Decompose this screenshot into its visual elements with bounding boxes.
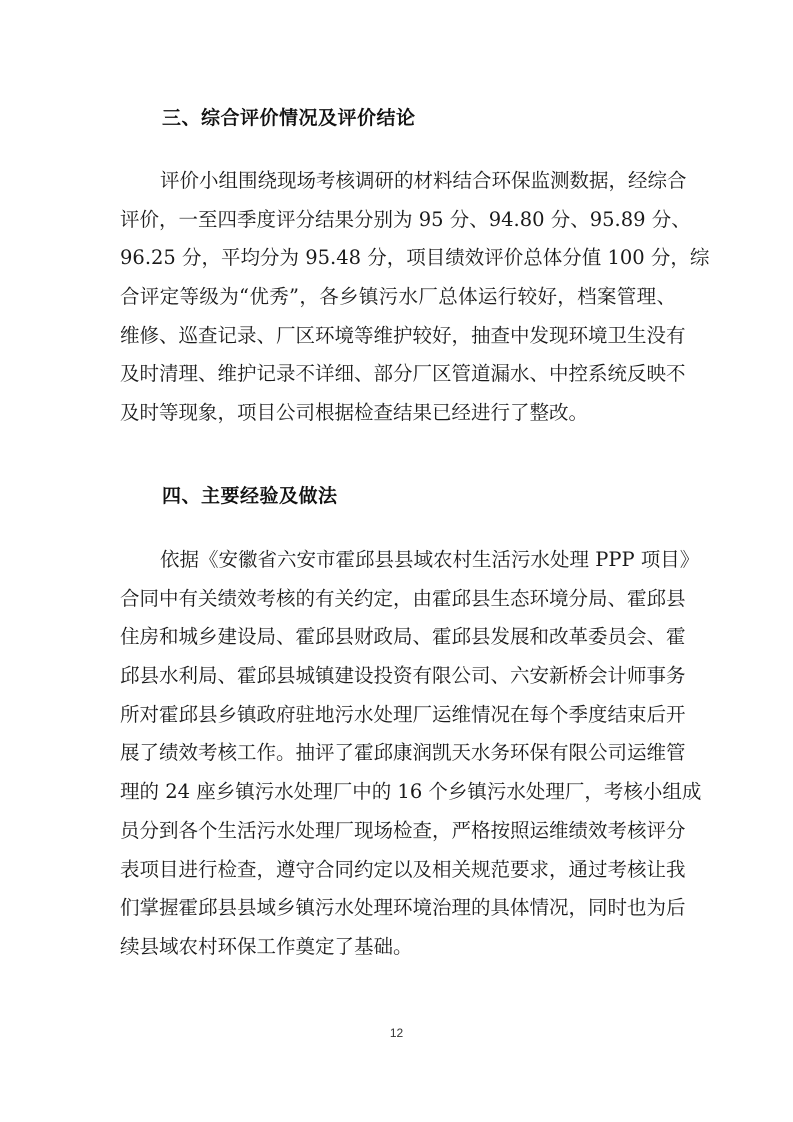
paragraph-line: 表项目进行检查，遵守合同约定以及相关规范要求，通过考核让我 (120, 857, 686, 881)
paragraph-line: 邱县水利局、霍邱县城镇建设投资有限公司、六安新桥会计师事务 (120, 664, 686, 688)
page-number: 12 (389, 1026, 404, 1040)
paragraph-line: 员分到各个生活污水处理厂现场检查，严格按照运维绩效考核评分 (120, 818, 686, 842)
paragraph-line: 合评定等级为“优秀”，各乡镇污水厂总体运行较好，档案管理、 (120, 285, 676, 309)
paragraph-line: 续县域农村环保工作奠定了基础。 (120, 934, 413, 958)
paragraph-line: 理的 24 座乡镇污水处理厂中的 16 个乡镇污水处理厂，考核小组成 (120, 780, 702, 804)
paragraph-line: 96.25 分，平均分为 95.48 分，项目绩效评价总体分值 100 分，综 (120, 246, 710, 270)
paragraph-line: 评价小组围绕现场考核调研的材料结合环保监测数据，经综合 (160, 169, 687, 192)
section-4-paragraph (120, 541, 702, 967)
paragraph-line: 评价，一至四季度评分结果分别为 95 分、94.80 分、95.89 分、 (120, 207, 691, 231)
section-3-heading: 三、综合评价情况及评价结论 (162, 107, 416, 129)
paragraph-line: 及时清理、维护记录不详细、部分厂区管道漏水、中控系统反映不 (120, 362, 686, 386)
paragraph-line: 及时等现象，项目公司根据检查结果已经进行了整改。 (120, 401, 589, 425)
section-3-paragraph (120, 162, 710, 433)
paragraph-line: 们掌握霍邱县县域乡镇污水处理环境治理的具体情况，同时也为后 (120, 896, 686, 920)
paragraph-line: 住房和城乡建设局、霍邱县财政局、霍邱县发展和改革委员会、霍 (120, 625, 686, 649)
paragraph-line: 展了绩效考核工作。抽评了霍邱康润凯天水务环保有限公司运维管 (120, 741, 686, 765)
paragraph-line: 维修、巡查记录、厂区环境等维护较好，抽查中发现环境卫生没有 (120, 323, 686, 347)
paragraph-line: 合同中有关绩效考核的有关约定，由霍邱县生态环境分局、霍邱县 (120, 586, 686, 610)
paragraph-line: 所对霍邱县乡镇政府驻地污水处理厂运维情况在每个季度结束后开 (120, 702, 686, 726)
paragraph-line: 依据《安徽省六安市霍邱县县域农村生活污水处理 PPP 项目》 (160, 548, 700, 571)
section-4-heading: 四、主要经验及做法 (162, 485, 338, 507)
